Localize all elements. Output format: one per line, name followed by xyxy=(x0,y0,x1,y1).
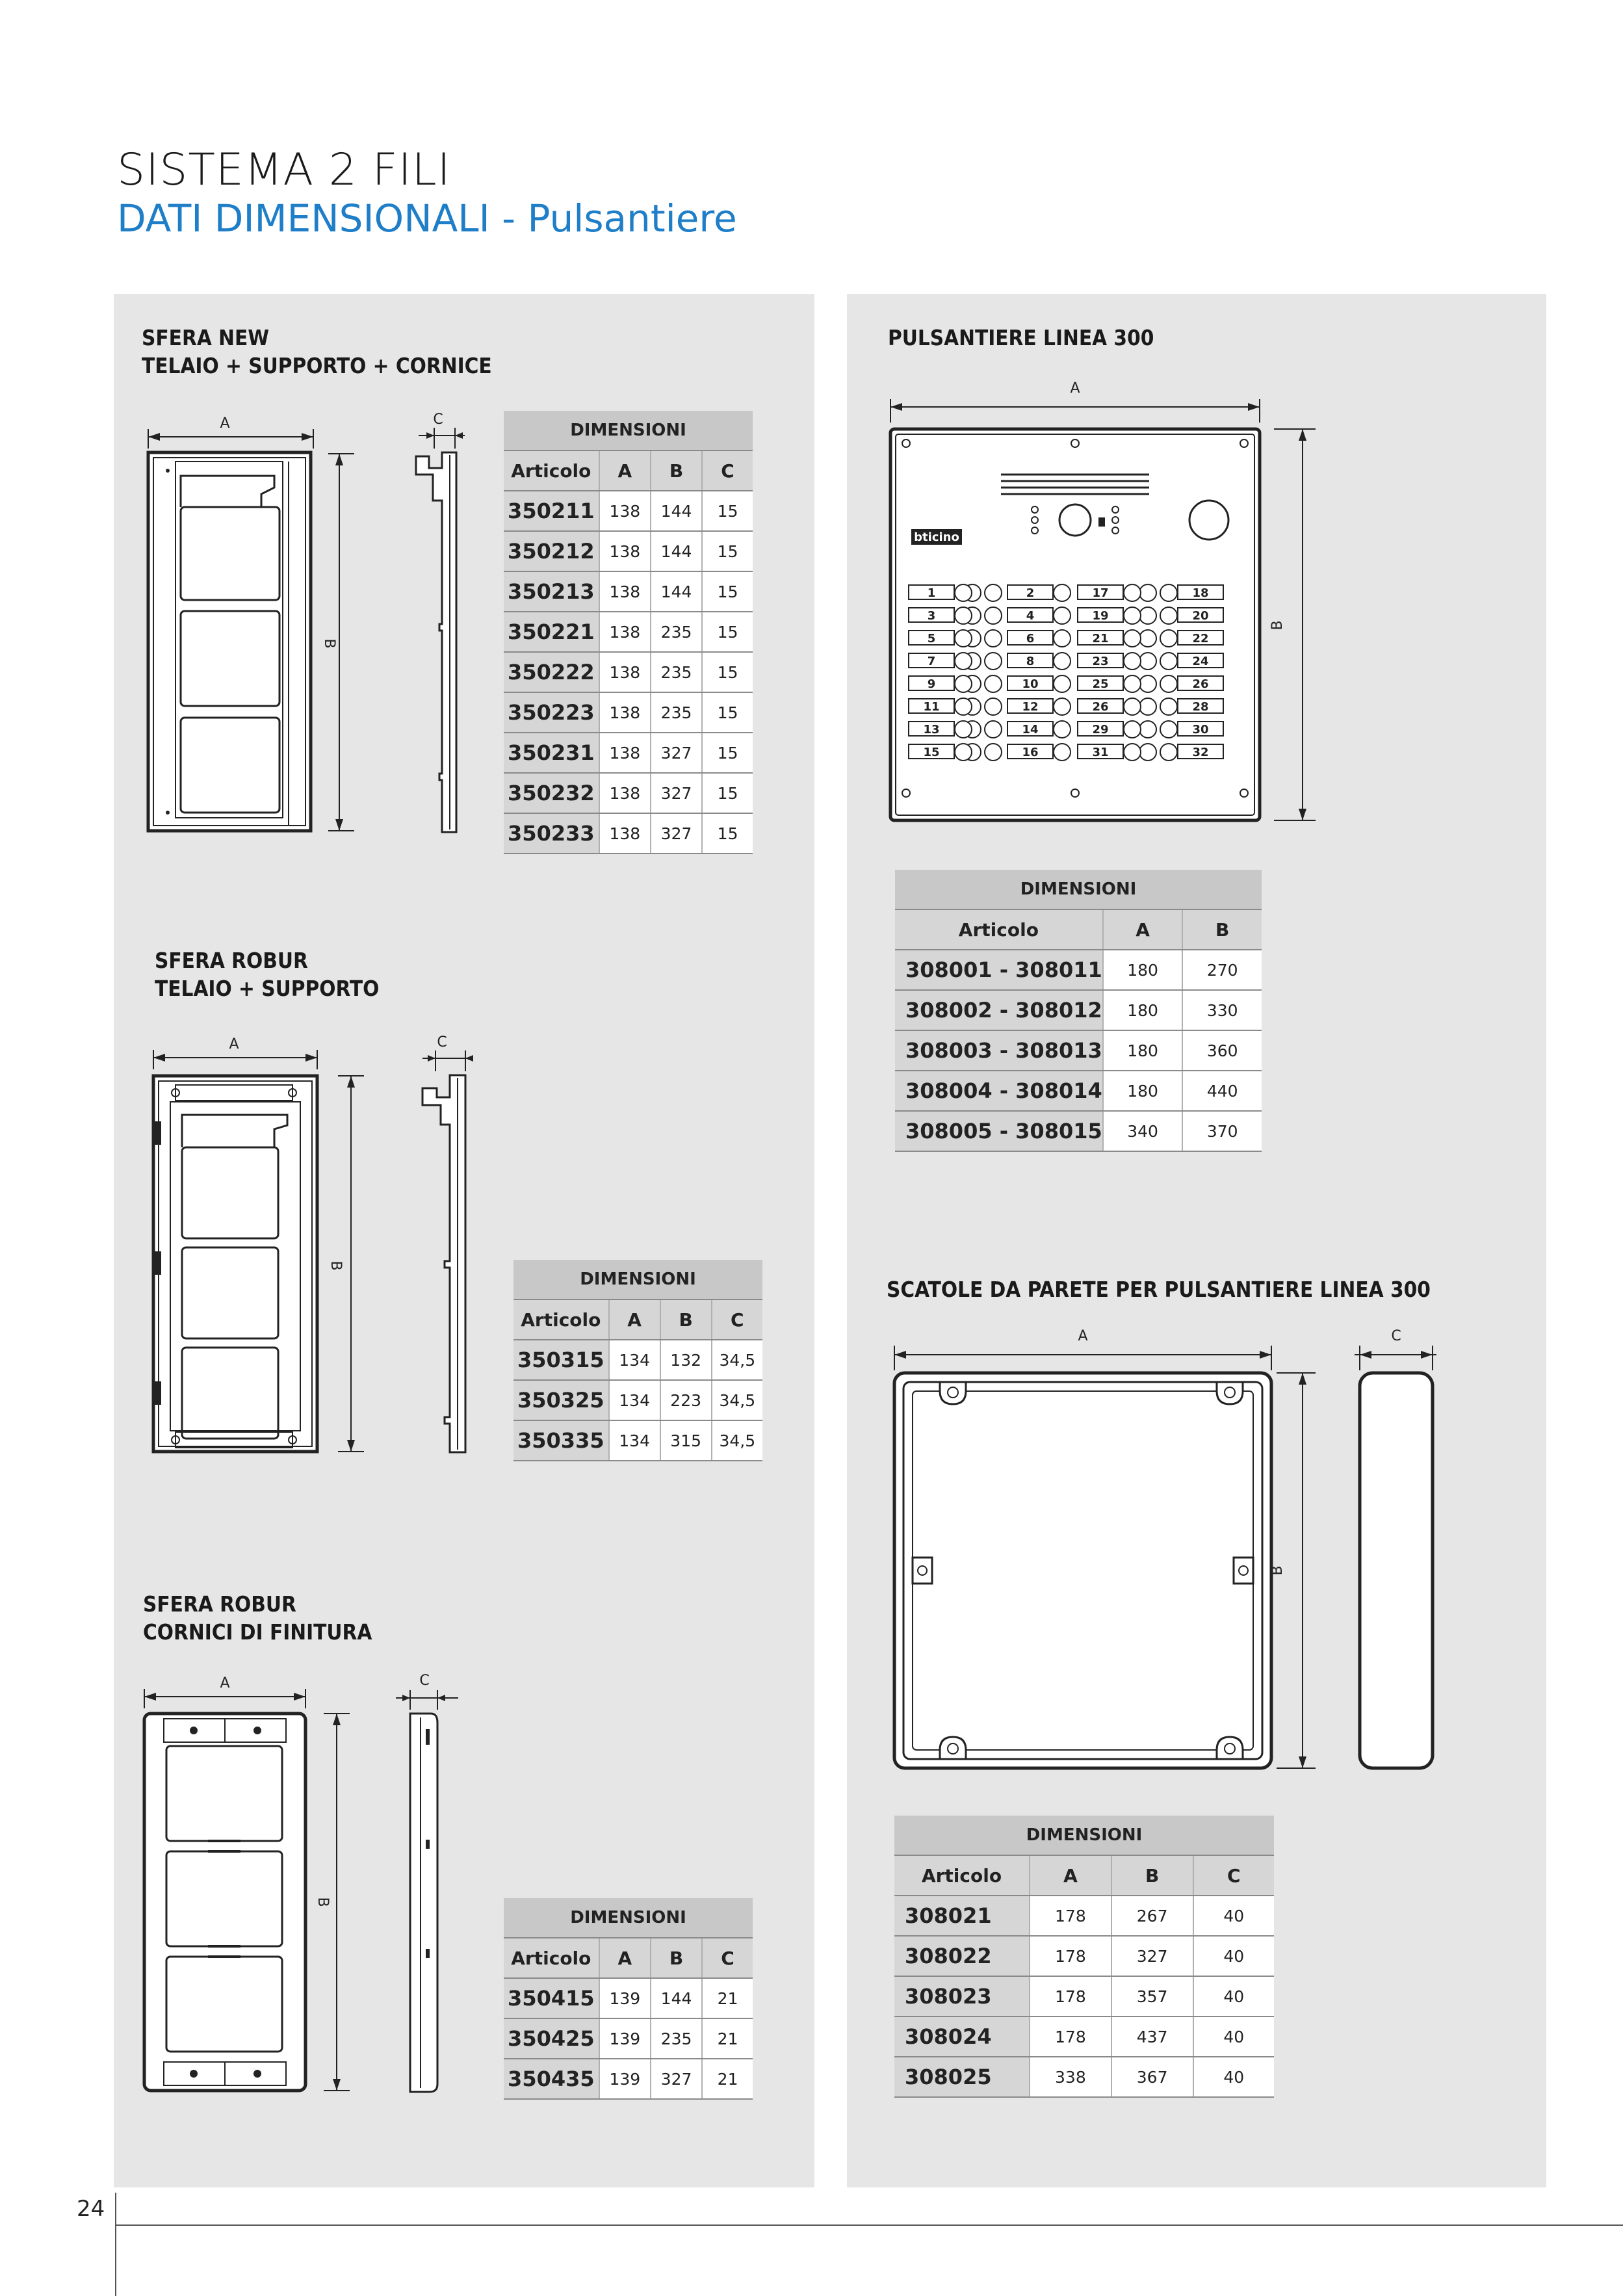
footer-divider-horizontal xyxy=(115,2224,1623,2226)
cell-c: 15 xyxy=(702,813,753,854)
dim-label-c: C xyxy=(437,1034,447,1050)
table-row xyxy=(504,773,753,813)
table-row xyxy=(894,1976,1274,2016)
push-button-icon xyxy=(1054,584,1071,601)
cell-a: 138 xyxy=(599,813,651,854)
title-line: TELAIO + SUPPORTO xyxy=(155,976,380,1001)
button-number: 23 xyxy=(1092,655,1109,668)
push-button-icon xyxy=(985,698,1002,715)
push-button-icon xyxy=(985,653,1002,670)
push-button-icon xyxy=(1054,744,1071,761)
cell-a: 178 xyxy=(1030,2016,1111,2057)
button-number: 5 xyxy=(927,632,936,646)
table-row xyxy=(894,2016,1274,2057)
push-button-icon xyxy=(1160,721,1177,738)
table-row xyxy=(504,733,753,773)
dim-label-b: B xyxy=(315,1897,331,1907)
button-number: 15 xyxy=(923,746,940,759)
cell-b: 235 xyxy=(651,612,702,652)
table-row xyxy=(895,1030,1262,1071)
linea300-panel-drawing xyxy=(884,371,1326,826)
button-number: 29 xyxy=(1092,723,1109,737)
push-button-icon xyxy=(1124,630,1141,647)
col-header-articolo: Articolo xyxy=(504,1938,599,1978)
push-button-icon xyxy=(985,584,1002,601)
button-number: 19 xyxy=(1092,609,1109,623)
cell-articolo: 350335 xyxy=(513,1420,609,1461)
cell-articolo: 350232 xyxy=(504,773,599,813)
cell-a: 338 xyxy=(1030,2057,1111,2097)
sfera-robur-table xyxy=(513,1260,762,1461)
cell-c: 40 xyxy=(1193,2016,1275,2057)
table-row xyxy=(504,2018,753,2059)
push-button-icon xyxy=(1054,653,1071,670)
cell-articolo: 308005 - 308015 xyxy=(895,1111,1103,1151)
cell-articolo: 350315 xyxy=(513,1340,609,1380)
section-title-sfera-new xyxy=(142,324,492,380)
button-number: 30 xyxy=(1192,723,1209,737)
dim-label-a: A xyxy=(1070,380,1080,397)
table-caption: DIMENSIONI xyxy=(895,870,1262,909)
cell-c: 15 xyxy=(702,733,753,773)
table-row xyxy=(894,1896,1274,1936)
push-button-icon xyxy=(1054,630,1071,647)
cell-b: 235 xyxy=(651,652,702,692)
button-number: 26 xyxy=(1092,700,1109,714)
dim-label-c: C xyxy=(1391,1328,1401,1344)
cell-b: 357 xyxy=(1111,1976,1193,2016)
push-button-icon xyxy=(1124,675,1141,692)
cell-c: 34,5 xyxy=(712,1420,762,1461)
cell-a: 180 xyxy=(1103,990,1183,1030)
cell-articolo: 350213 xyxy=(504,571,599,612)
button-number: 8 xyxy=(1026,655,1035,668)
button-number: 26 xyxy=(1192,677,1209,691)
push-button-icon xyxy=(1139,630,1156,647)
cell-b: 437 xyxy=(1111,2016,1193,2057)
push-button-icon xyxy=(1124,653,1141,670)
cell-c: 21 xyxy=(702,2059,753,2099)
cell-c: 15 xyxy=(702,612,753,652)
col-header-b: B xyxy=(660,1299,712,1340)
title-line: SCATOLE DA PARETE PER PULSANTIERE LINEA 300 xyxy=(887,1277,1431,1302)
button-number: 7 xyxy=(927,655,936,668)
cell-a: 139 xyxy=(599,2018,651,2059)
table-row xyxy=(895,950,1262,990)
push-button-icon xyxy=(985,721,1002,738)
button-number: 31 xyxy=(1092,746,1109,759)
linea300-table xyxy=(895,870,1262,1152)
cell-b: 327 xyxy=(651,2059,702,2099)
push-button-icon xyxy=(985,675,1002,692)
push-button-icon xyxy=(1124,584,1141,601)
section-title-linea300 xyxy=(888,324,1154,352)
title-line: PULSANTIERE LINEA 300 xyxy=(888,325,1154,350)
cell-b: 144 xyxy=(651,571,702,612)
button-number: 6 xyxy=(1026,632,1035,646)
button-number: 2 xyxy=(1026,586,1035,600)
cell-articolo: 308022 xyxy=(894,1936,1030,1976)
button-number: 13 xyxy=(923,723,940,737)
title-line: SFERA ROBUR xyxy=(155,948,308,973)
cell-b: 144 xyxy=(651,531,702,571)
footer-divider-vertical xyxy=(115,2193,116,2296)
cell-a: 180 xyxy=(1103,1071,1183,1111)
cell-a: 178 xyxy=(1030,1936,1111,1976)
cell-articolo: 308001 - 308011 xyxy=(895,950,1103,990)
push-button-icon xyxy=(955,584,972,601)
button-number: 32 xyxy=(1192,746,1209,759)
dim-label-a: A xyxy=(229,1036,239,1052)
push-button-icon xyxy=(1160,653,1177,670)
cell-b: 327 xyxy=(651,733,702,773)
title-line: SFERA NEW xyxy=(142,325,270,350)
cell-b: 367 xyxy=(1111,2057,1193,2097)
cell-articolo: 350211 xyxy=(504,491,599,531)
cell-b: 144 xyxy=(651,1978,702,2018)
cell-a: 178 xyxy=(1030,1896,1111,1936)
cell-c: 34,5 xyxy=(712,1340,762,1380)
push-button-icon xyxy=(1139,653,1156,670)
push-button-icon xyxy=(955,698,972,715)
cell-b: 330 xyxy=(1182,990,1262,1030)
button-number: 16 xyxy=(1022,746,1039,759)
cell-c: 15 xyxy=(702,531,753,571)
page-subtitle: DATI DIMENSIONALI - Pulsantiere xyxy=(117,196,737,241)
button-number: 10 xyxy=(1022,677,1039,691)
cell-articolo: 350222 xyxy=(504,652,599,692)
button-number: 14 xyxy=(1022,723,1039,737)
push-button-icon xyxy=(955,744,972,761)
table-row xyxy=(504,571,753,612)
push-button-icon xyxy=(1160,584,1177,601)
scatole-table xyxy=(894,1816,1274,2098)
col-header-a: A xyxy=(609,1299,660,1340)
col-header-b: B xyxy=(1182,909,1262,950)
cell-c: 15 xyxy=(702,773,753,813)
push-button-icon xyxy=(955,630,972,647)
sfera-robur-cornici-side-drawing xyxy=(387,1671,465,2100)
cell-articolo: 350415 xyxy=(504,1978,599,2018)
push-button-icon xyxy=(1160,607,1177,624)
dim-label-a: A xyxy=(1078,1328,1088,1344)
page-number: 24 xyxy=(77,2196,105,2222)
scatole-front-drawing xyxy=(884,1313,1326,1781)
col-header-b: B xyxy=(651,450,702,491)
button-number: 24 xyxy=(1192,655,1209,668)
cell-a: 134 xyxy=(609,1380,660,1420)
table-row xyxy=(504,612,753,652)
push-button-icon xyxy=(1160,630,1177,647)
section-title-scatole xyxy=(887,1275,1431,1303)
cell-a: 138 xyxy=(599,531,651,571)
cell-articolo: 350221 xyxy=(504,612,599,652)
table-row xyxy=(513,1380,762,1420)
cell-c: 34,5 xyxy=(712,1380,762,1420)
push-button-icon xyxy=(1139,584,1156,601)
push-button-icon xyxy=(955,721,972,738)
dim-label-a: A xyxy=(220,415,230,432)
col-header-articolo: Articolo xyxy=(504,450,599,491)
push-button-icon xyxy=(1160,675,1177,692)
dim-label-b: B xyxy=(328,1260,344,1271)
cell-a: 139 xyxy=(599,2059,651,2099)
table-row xyxy=(504,813,753,854)
cell-articolo: 350212 xyxy=(504,531,599,571)
cell-a: 134 xyxy=(609,1420,660,1461)
cell-a: 134 xyxy=(609,1340,660,1380)
cell-articolo: 308003 - 308013 xyxy=(895,1030,1103,1071)
cell-a: 138 xyxy=(599,733,651,773)
table-row xyxy=(895,1071,1262,1111)
cell-articolo: 350231 xyxy=(504,733,599,773)
cell-c: 40 xyxy=(1193,1896,1275,1936)
cell-c: 40 xyxy=(1193,1976,1275,2016)
table-caption: DIMENSIONI xyxy=(894,1816,1274,1855)
col-header-b: B xyxy=(651,1938,702,1978)
cell-articolo: 350233 xyxy=(504,813,599,854)
push-button-icon xyxy=(1160,744,1177,761)
sfera-robur-side-drawing xyxy=(403,1034,481,1456)
button-number: 1 xyxy=(927,586,936,600)
button-number: 12 xyxy=(1022,700,1039,714)
push-button-icon xyxy=(985,744,1002,761)
table-row xyxy=(895,990,1262,1030)
cell-b: 370 xyxy=(1182,1111,1262,1151)
cell-b: 440 xyxy=(1182,1071,1262,1111)
dim-label-b: B xyxy=(321,638,337,649)
push-button-icon xyxy=(955,675,972,692)
cell-articolo: 308025 xyxy=(894,2057,1030,2097)
sfera-new-side-drawing xyxy=(403,410,474,839)
table-row xyxy=(894,1936,1274,1976)
push-button-icon xyxy=(1124,607,1141,624)
col-header-a: A xyxy=(599,1938,651,1978)
dim-label-b: B xyxy=(1269,620,1286,631)
table-row xyxy=(504,1978,753,2018)
cell-b: 144 xyxy=(651,491,702,531)
button-number: 3 xyxy=(927,609,936,623)
button-number: 18 xyxy=(1192,586,1209,600)
cell-a: 138 xyxy=(599,612,651,652)
push-button-icon xyxy=(1160,698,1177,715)
col-header-a: A xyxy=(599,450,651,491)
table-row xyxy=(504,531,753,571)
cell-b: 315 xyxy=(660,1420,712,1461)
cell-a: 138 xyxy=(599,652,651,692)
cell-b: 327 xyxy=(651,773,702,813)
cell-a: 340 xyxy=(1103,1111,1183,1151)
dim-label-c: C xyxy=(433,411,443,428)
cell-articolo: 350325 xyxy=(513,1380,609,1420)
push-button-icon xyxy=(1124,698,1141,715)
cell-c: 15 xyxy=(702,571,753,612)
sfera-new-front-drawing xyxy=(130,403,364,845)
cell-a: 180 xyxy=(1103,950,1183,990)
table-row xyxy=(504,692,753,733)
title-line: CORNICI DI FINITURA xyxy=(143,1619,372,1645)
cell-articolo: 308023 xyxy=(894,1976,1030,2016)
push-button-icon xyxy=(1139,721,1156,738)
button-number: 11 xyxy=(923,700,940,714)
button-number: 20 xyxy=(1192,609,1209,623)
col-header-articolo: Articolo xyxy=(895,909,1103,950)
cell-articolo: 350435 xyxy=(504,2059,599,2099)
cell-b: 270 xyxy=(1182,950,1262,990)
col-header-c: C xyxy=(702,1938,753,1978)
cell-a: 138 xyxy=(599,491,651,531)
section-title-sfera-robur-cornici xyxy=(143,1590,372,1646)
cell-articolo: 308021 xyxy=(894,1896,1030,1936)
sfera-robur-front-drawing xyxy=(136,1030,370,1459)
push-button-icon xyxy=(1124,744,1141,761)
table-row xyxy=(504,491,753,531)
button-number: 4 xyxy=(1026,609,1035,623)
title-line: TELAIO + SUPPORTO + CORNICE xyxy=(142,353,492,378)
page-title: SISTEMA 2 FILI xyxy=(117,144,451,196)
col-header-b: B xyxy=(1111,1855,1193,1896)
cell-b: 327 xyxy=(1111,1936,1193,1976)
dim-label-a: A xyxy=(220,1675,230,1691)
button-number: 21 xyxy=(1092,632,1109,646)
cell-c: 21 xyxy=(702,2018,753,2059)
push-button-icon xyxy=(1054,675,1071,692)
push-button-icon xyxy=(1124,721,1141,738)
cell-b: 132 xyxy=(660,1340,712,1380)
cell-c: 15 xyxy=(702,692,753,733)
sfera-robur-cornici-front-drawing xyxy=(130,1671,364,2100)
table-row xyxy=(513,1340,762,1380)
cell-c: 15 xyxy=(702,652,753,692)
push-button-icon xyxy=(955,607,972,624)
table-caption: DIMENSIONI xyxy=(504,411,753,450)
push-button-icon xyxy=(1054,698,1071,715)
push-button-icon xyxy=(1054,607,1071,624)
cell-c: 15 xyxy=(702,491,753,531)
cell-b: 235 xyxy=(651,692,702,733)
cell-a: 139 xyxy=(599,1978,651,2018)
sfera-new-table xyxy=(504,411,753,854)
cell-a: 138 xyxy=(599,773,651,813)
cell-b: 267 xyxy=(1111,1896,1193,1936)
cell-b: 327 xyxy=(651,813,702,854)
col-header-a: A xyxy=(1103,909,1183,950)
push-button-icon xyxy=(1054,721,1071,738)
cell-a: 180 xyxy=(1103,1030,1183,1071)
table-row xyxy=(504,652,753,692)
button-number: 25 xyxy=(1092,677,1109,691)
col-header-c: C xyxy=(712,1299,762,1340)
push-button-icon xyxy=(1139,607,1156,624)
table-row xyxy=(895,1111,1262,1151)
sfera-robur-cornici-table xyxy=(504,1898,753,2100)
cell-a: 178 xyxy=(1030,1976,1111,2016)
dim-label-b: B xyxy=(1269,1565,1286,1576)
push-button-icon xyxy=(1139,675,1156,692)
title-line: SFERA ROBUR xyxy=(143,1591,296,1617)
cell-b: 235 xyxy=(651,2018,702,2059)
cell-c: 40 xyxy=(1193,2057,1275,2097)
cell-articolo: 350223 xyxy=(504,692,599,733)
cell-articolo: 308024 xyxy=(894,2016,1030,2057)
brand-logo: bticino xyxy=(914,530,959,544)
table-caption: DIMENSIONI xyxy=(513,1260,762,1299)
scatole-side-drawing xyxy=(1345,1313,1443,1781)
push-button-icon xyxy=(1139,744,1156,761)
push-button-icon xyxy=(1139,698,1156,715)
button-number: 17 xyxy=(1092,586,1109,600)
cell-articolo: 308002 - 308012 xyxy=(895,990,1103,1030)
col-header-c: C xyxy=(1193,1855,1275,1896)
button-number: 22 xyxy=(1192,632,1209,646)
section-title-sfera-robur xyxy=(155,946,379,1002)
table-row xyxy=(513,1420,762,1461)
table-row xyxy=(894,2057,1274,2097)
cell-articolo: 350425 xyxy=(504,2018,599,2059)
push-button-icon xyxy=(985,630,1002,647)
cell-c: 40 xyxy=(1193,1936,1275,1976)
cell-c: 21 xyxy=(702,1978,753,2018)
button-number: 9 xyxy=(927,677,936,691)
col-header-articolo: Articolo xyxy=(513,1299,609,1340)
col-header-c: C xyxy=(702,450,753,491)
cell-a: 138 xyxy=(599,571,651,612)
button-number: 28 xyxy=(1192,700,1209,714)
cell-articolo: 308004 - 308014 xyxy=(895,1071,1103,1111)
col-header-a: A xyxy=(1030,1855,1111,1896)
push-button-icon xyxy=(955,653,972,670)
push-button-icon xyxy=(985,607,1002,624)
cell-b: 360 xyxy=(1182,1030,1262,1071)
table-row xyxy=(504,2059,753,2099)
col-header-articolo: Articolo xyxy=(894,1855,1030,1896)
dim-label-c: C xyxy=(419,1673,430,1689)
table-caption: DIMENSIONI xyxy=(504,1898,753,1938)
cell-b: 223 xyxy=(660,1380,712,1420)
cell-a: 138 xyxy=(599,692,651,733)
